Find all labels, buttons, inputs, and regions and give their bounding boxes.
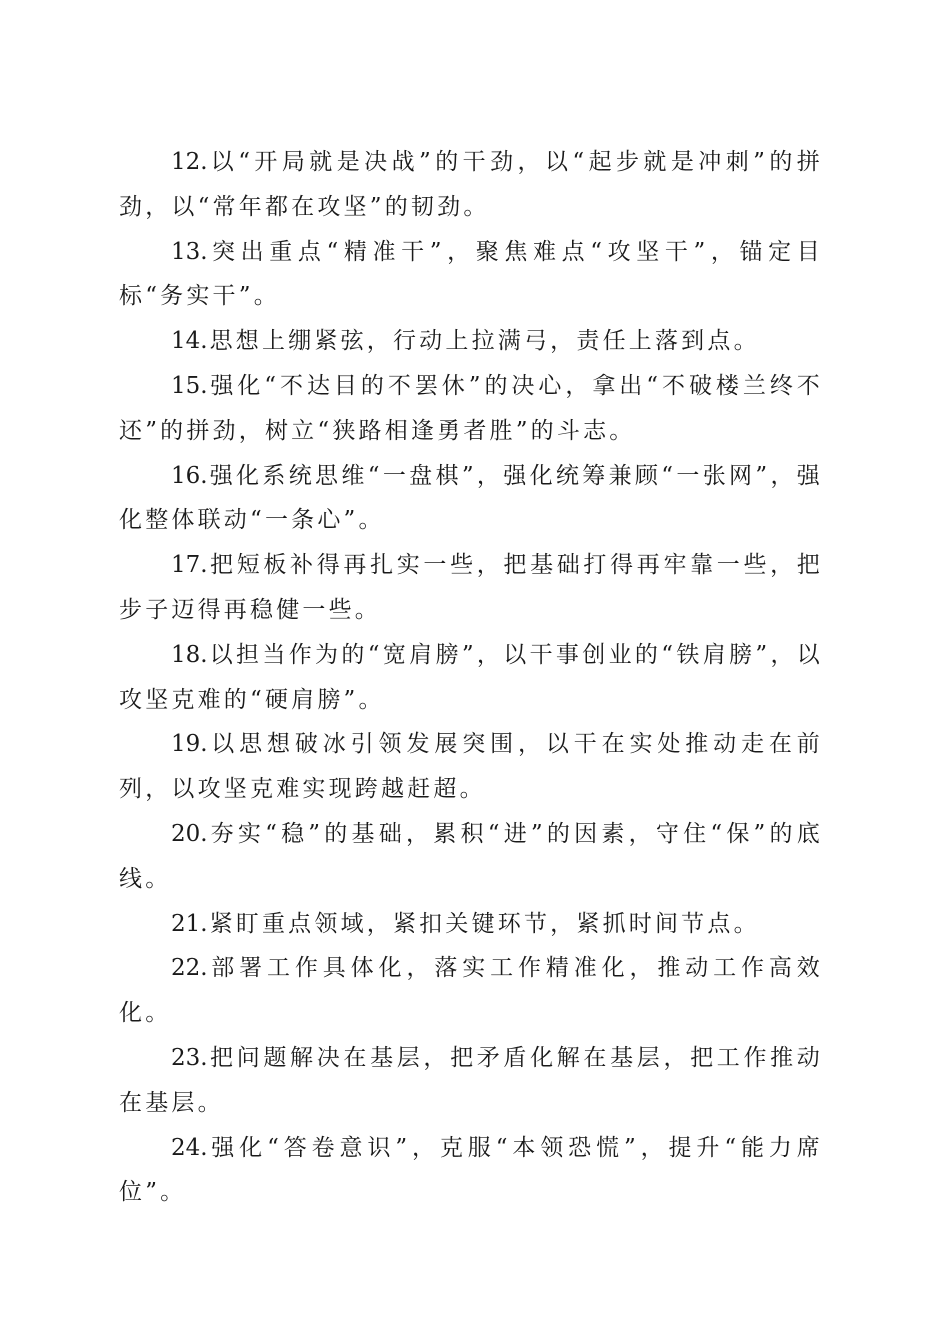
list-item (119, 722, 823, 812)
item-text: 以思想破冰引领发展突围，以干在实处推动走在前列，以攻坚克难实现跨越赶超。 (119, 731, 823, 803)
item-text: 强化“不达目的不罢休”的决心，拿出“不破楼兰终不还”的拼劲，树立“狭路相逢勇者胜”的斗志。 (119, 372, 823, 444)
item-text: 强化“答卷意识”，克服“本领恐慌”，提升“能力席位”。 (119, 1134, 823, 1206)
item-text: 紧盯重点领域，紧扣关键环节，紧抓时间节点。 (209, 910, 760, 937)
item-number: 17. (171, 552, 208, 579)
item-text: 突出重点“精准干”，聚焦难点“攻坚干”，锚定目标“务实干”。 (119, 238, 823, 310)
list-item (119, 543, 823, 633)
list-item (119, 140, 823, 230)
item-text: 把短板补得再扎实一些，把基础打得再牢靠一些，把步子迈得再稳健一些。 (119, 552, 823, 623)
document-body (119, 140, 823, 1215)
item-text: 把问题解决在基层，把矛盾化解在基层，把工作推动在基层。 (119, 1044, 823, 1116)
item-text: 以“开局就是决战”的干劲，以“起步就是冲刺”的拼劲，以“常年都在攻坚”的韧劲。 (119, 149, 823, 220)
list-item (119, 230, 823, 320)
item-number: 21. (171, 910, 208, 937)
list-item (119, 364, 823, 454)
item-number: 13. (171, 238, 208, 265)
item-number: 24. (171, 1134, 208, 1161)
item-number: 14. (171, 328, 208, 355)
list-item (119, 1126, 823, 1216)
list-item (119, 946, 823, 1036)
list-item (119, 812, 823, 902)
item-text: 部署工作具体化，落实工作精准化，推动工作高效化。 (119, 955, 823, 1027)
list-item (119, 319, 823, 364)
item-text: 夯实“稳”的基础，累积“进”的因素，守住“保”的底线。 (119, 820, 823, 892)
item-number: 19. (171, 731, 208, 758)
list-item (119, 633, 823, 723)
item-text: 强化系统思维“一盘棋”，强化统筹兼顾“一张网”，强化整体联动“一条心”。 (119, 462, 823, 534)
item-number: 20. (171, 820, 208, 847)
list-item (119, 902, 823, 947)
item-number: 16. (171, 462, 208, 489)
list-item (119, 1036, 823, 1126)
list-item (119, 454, 823, 544)
item-text: 以担当作为的“宽肩膀”，以干事创业的“铁肩膀”，以攻坚克难的“硬肩膀”。 (119, 641, 823, 713)
item-number: 15. (171, 372, 208, 399)
item-text: 思想上绷紧弦，行动上拉满弓，责任上落到点。 (209, 328, 760, 355)
item-number: 22. (171, 955, 208, 982)
item-number: 23. (171, 1044, 208, 1071)
item-number: 18. (171, 641, 208, 668)
item-number: 12. (171, 149, 208, 175)
